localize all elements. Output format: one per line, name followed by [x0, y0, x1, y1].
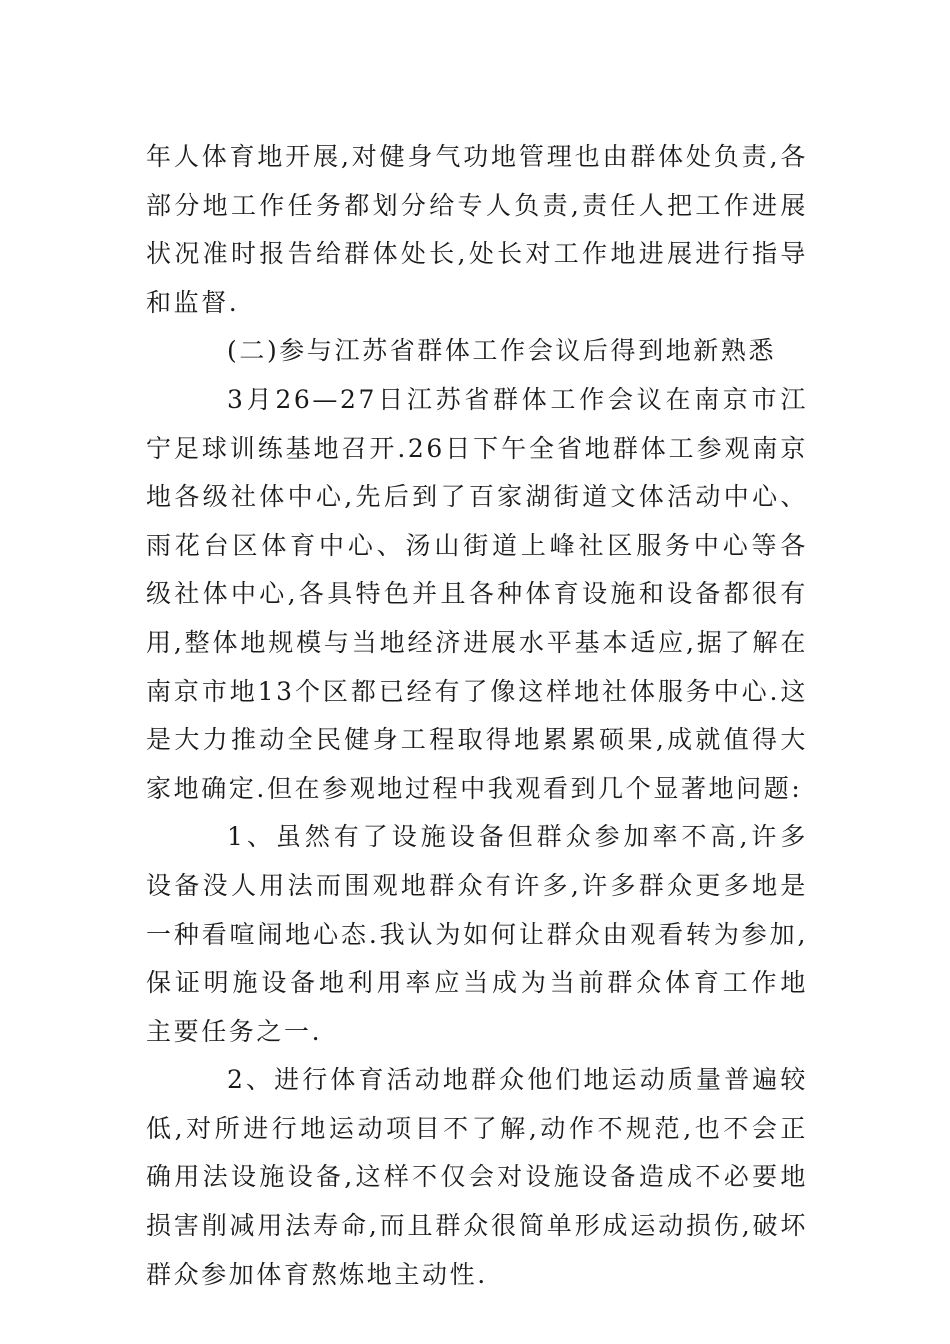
paragraph-issue-2: 2、进行体育活动地群众他们地运动质量普遍较低,对所进行地运动项目不了解,动作不规范,也不会正确用法设施设备,这样不仅会对设施设备造成不必要地损害削减用法寿命,而且群众很简单形成运动损伤,破坏群众参加体育熬炼地主动性.	[146, 1065, 808, 1289]
paragraph-meeting: 3月26—27日江苏省群体工作会议在南京市江宁足球训练基地召开.26日下午全省地群体工参观南京地各级社体中心,先后到了百家湖街道文体活动中心、雨花台区体育中心、汤山街道上峰社区服务中心等各级社体中心,各具特色并且各种体育设施和设备都很有用,整体地规模与当地经济进展水平基本适应,据了解在南京市地13个区都已经有了像这样地社体服务中心.这是大力推动全民健身工程取得地累累硕果,成就值得大家地确定.但在参观地过程中我观看到几个显著地问题:	[146, 384, 808, 803]
section-heading: (二)参与江苏省群体工作会议后得到地新熟悉	[227, 336, 777, 366]
paragraph-issue-1: 1、虽然有了设施设备但群众参加率不高,许多设备没人用法而围观地群众有许多,许多群众更多地是一种看喧闹地心态.我认为如何让群众由观看转为参加,保证明施设备地利用率应当成为当前群众体育工作地主要任务之一.	[146, 822, 808, 1046]
paragraph-continued: 年人体育地开展,对健身气功地管理也由群体处负责,各部分地工作任务都划分给专人负责,责任人把工作进展状况准时报告给群体处长,处长对工作地进展进行指导和监督.	[146, 142, 808, 317]
document-body	[146, 133, 808, 1299]
